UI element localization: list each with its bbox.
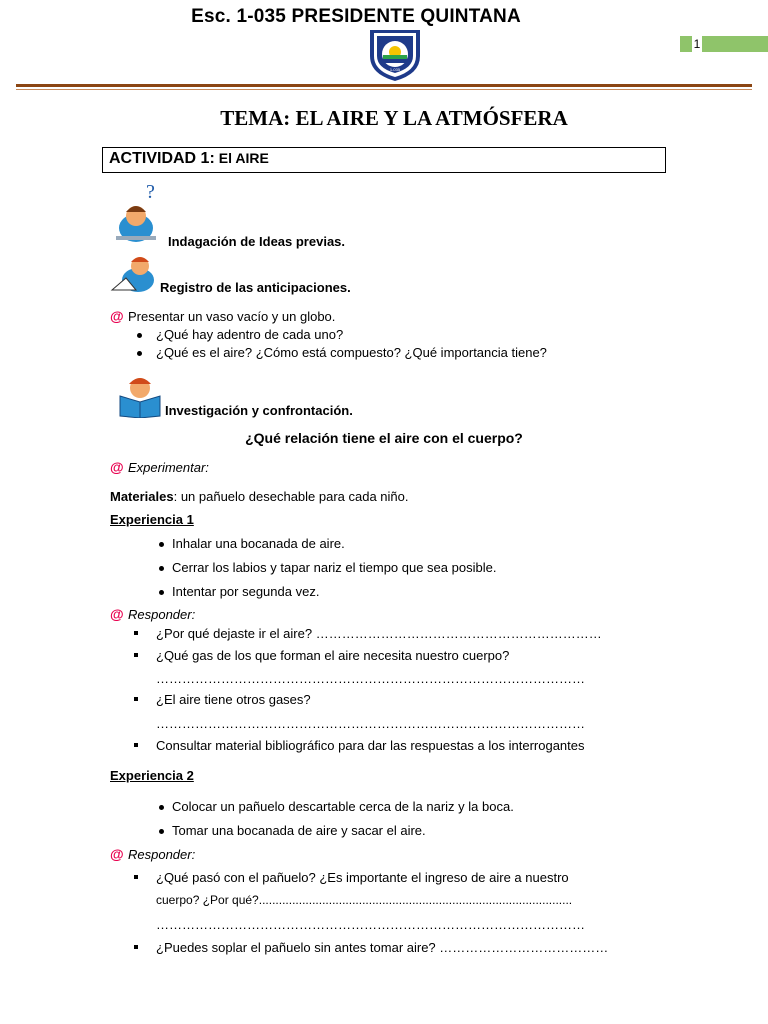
question-item: ¿Puedes soplar el pañuelo sin antes tomar aire? ………………………………… xyxy=(156,940,609,955)
swirl-bullet-icon: @ xyxy=(110,459,124,475)
header-rule-thick xyxy=(16,84,752,87)
answer-line: ……………………………………………………………………………………… xyxy=(156,716,585,731)
writing-child-icon xyxy=(110,250,160,294)
question-item: ¿El aire tiene otros gases? xyxy=(156,692,311,707)
question-item: ¿Qué gas de los que forman el aire necesita nuestro cuerpo? xyxy=(156,648,510,663)
question-item: ¿Por qué dejaste ir el aire? ………………………………………………………… xyxy=(156,626,602,641)
header-rule-thin xyxy=(16,89,752,90)
swirl-bullet-icon: @ xyxy=(110,846,124,862)
responder-label: Responder: xyxy=(128,847,196,862)
question-item: ¿Qué pasó con el pañuelo? ¿Es importante el ingreso de aire a nuestro xyxy=(156,870,569,885)
bullet-dot xyxy=(159,805,164,810)
thinking-child-icon xyxy=(112,180,164,244)
materiales-label: Materiales xyxy=(110,489,174,504)
list-item: ¿Qué hay adentro de cada uno? xyxy=(156,327,344,342)
bullet-dot xyxy=(137,351,142,356)
bullet-dot xyxy=(159,566,164,571)
page-number-box xyxy=(680,36,768,52)
page-number-accent-bar xyxy=(702,36,768,52)
experiencia-2-title: Experiencia 2 xyxy=(110,768,194,783)
bullet-dot xyxy=(159,829,164,834)
page-number: 1 xyxy=(693,37,701,51)
list-item: Tomar una bocanada de aire y sacar el aire. xyxy=(172,823,426,838)
bullet-square xyxy=(134,743,138,747)
experiencia-1-title: Experiencia 1 xyxy=(110,512,194,527)
reading-child-icon xyxy=(116,374,164,418)
list-item: ¿Qué es el aire? ¿Cómo está compuesto? ¿Qué importancia tiene? xyxy=(156,345,547,360)
page-title: TEMA: EL AIRE Y LA ATMÓSFERA xyxy=(220,106,568,130)
svg-text:1-035: 1-035 xyxy=(389,67,401,72)
swirl-bullet-icon: @ xyxy=(110,308,124,324)
materiales-line xyxy=(110,489,409,504)
responder-label: Responder: xyxy=(128,607,196,622)
svg-text:?: ? xyxy=(146,181,155,203)
experimentar-label: Experimentar: xyxy=(128,460,209,475)
bullet-dot xyxy=(159,542,164,547)
anticipaciones-lead: Presentar un vaso vacío y un globo. xyxy=(128,309,336,324)
bullet-square xyxy=(134,653,138,657)
activity-label: ACTIVIDAD 1: xyxy=(109,150,215,167)
answer-line: ……………………………………………………………………………………… xyxy=(156,917,585,932)
activity-title: El AIRE xyxy=(218,150,269,166)
school-logo xyxy=(366,28,424,82)
bullet-dot xyxy=(137,333,142,338)
bullet-dot xyxy=(159,590,164,595)
list-item: Intentar por segunda vez. xyxy=(172,584,320,599)
central-question: ¿Qué relación tiene el aire con el cuerpo? xyxy=(245,430,523,446)
materiales-text: : un pañuelo desechable para cada niño. xyxy=(173,489,409,504)
list-item: Inhalar una bocanada de aire. xyxy=(172,536,345,551)
answer-line: ……………………………………………………………………………………… xyxy=(156,671,585,686)
school-name: Esc. 1-035 PRESIDENTE QUINTANA xyxy=(191,6,521,27)
phase-registro: Registro de las anticipaciones. xyxy=(160,280,351,295)
bullet-square xyxy=(134,631,138,635)
question-item: Consultar material bibliográfico para dar las respuestas a los interrogantes xyxy=(156,738,585,753)
question-item-cont: cuerpo? ¿Por qué?.............................................................................................. xyxy=(156,893,573,907)
phase-investigacion: Investigación y confrontación. xyxy=(165,403,353,418)
list-item: Cerrar los labios y tapar nariz el tiempo que sea posible. xyxy=(172,560,497,575)
bullet-square xyxy=(134,697,138,701)
page-number-accent-left xyxy=(680,36,692,52)
phase-indagacion: Indagación de Ideas previas. xyxy=(168,234,346,249)
bullet-square xyxy=(134,875,138,879)
swirl-bullet-icon: @ xyxy=(110,606,124,622)
bullet-square xyxy=(134,945,138,949)
list-item: Colocar un pañuelo descartable cerca de la nariz y la boca. xyxy=(172,799,514,814)
activity-box xyxy=(102,147,666,173)
